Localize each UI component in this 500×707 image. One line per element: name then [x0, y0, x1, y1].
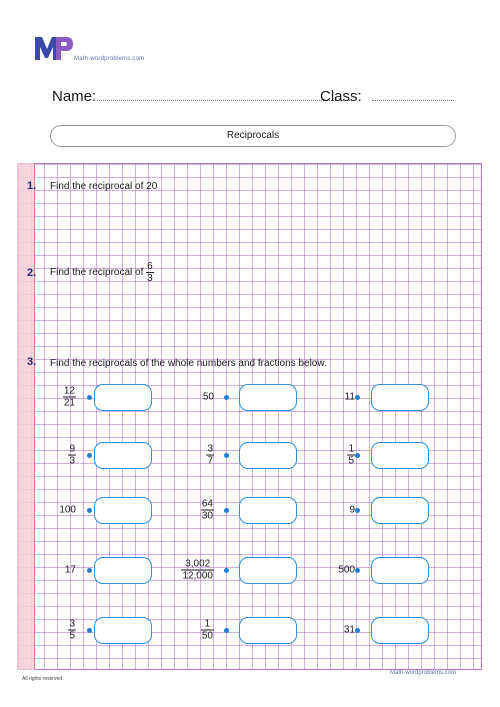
item-whole-number: 500: [338, 564, 355, 576]
mp-logo-icon: [34, 34, 74, 62]
question-2-number: 2.: [27, 267, 37, 279]
connector-dot-icon: [224, 568, 229, 573]
connector-dot-icon: [355, 508, 360, 513]
item-whole-number: 11: [344, 391, 355, 403]
answer-box[interactable]: [371, 617, 429, 644]
fraction-numerator: 6: [147, 261, 153, 272]
answer-box[interactable]: [371, 557, 429, 584]
item-whole-number: 31: [343, 624, 355, 636]
item-fraction: [347, 444, 355, 467]
connector-dot-icon: [87, 395, 92, 400]
answer-box[interactable]: [371, 442, 429, 469]
fraction-denominator: 3: [69, 455, 75, 467]
worksheet-title: Reciprocals: [50, 125, 456, 147]
answer-box[interactable]: [94, 497, 152, 524]
logo-site-text: Math-wordproblems.com: [74, 56, 145, 62]
fraction-numerator: 12: [63, 385, 75, 397]
question-3-number: 3.: [27, 356, 37, 368]
footer-site-text: Math-wordproblems.com: [390, 670, 457, 676]
answer-box[interactable]: [94, 557, 152, 584]
question-2-fraction: [146, 261, 154, 284]
name-label: Name:: [52, 88, 97, 105]
item-fraction: [206, 444, 214, 467]
fraction-numerator: 3: [69, 618, 75, 630]
answer-box[interactable]: [94, 384, 152, 411]
item-label: [201, 619, 214, 642]
item-label: [201, 499, 214, 522]
fraction-numerator: 3,002: [185, 558, 211, 570]
answer-box[interactable]: [239, 384, 297, 411]
answer-box[interactable]: [239, 557, 297, 584]
item-whole-number: 9: [349, 504, 355, 516]
connector-dot-icon: [224, 508, 229, 513]
item-fraction: [181, 559, 214, 582]
connector-dot-icon: [224, 453, 229, 458]
fraction-denominator: 50: [201, 630, 213, 642]
connector-dot-icon: [355, 453, 360, 458]
item-fraction: [68, 444, 76, 467]
fraction-numerator: 9: [69, 443, 75, 455]
answer-box[interactable]: [94, 617, 152, 644]
site-logo: [34, 34, 194, 70]
item-label: [63, 386, 76, 409]
margin-band: [17, 163, 37, 670]
item-label: [68, 444, 76, 467]
connector-dot-icon: [87, 453, 92, 458]
item-label: [203, 392, 214, 403]
margin-line: [34, 163, 35, 670]
graph-paper-grid: [17, 163, 482, 670]
item-label: [347, 444, 355, 467]
answer-box[interactable]: [371, 384, 429, 411]
name-line[interactable]: [97, 100, 352, 101]
item-fraction: [63, 386, 76, 409]
fraction-numerator: 64: [201, 498, 213, 510]
fraction-denominator: 21: [63, 397, 75, 409]
connector-dot-icon: [224, 395, 229, 400]
connector-dot-icon: [87, 568, 92, 573]
fraction-numerator: 1: [204, 618, 211, 630]
item-label: [65, 565, 76, 576]
connector-dot-icon: [355, 568, 360, 573]
answer-box[interactable]: [239, 497, 297, 524]
item-label: [206, 444, 214, 467]
fraction-denominator: 30: [201, 510, 213, 522]
question-1-text: Find the reciprocal of 20: [50, 181, 158, 192]
item-label: [344, 625, 355, 636]
connector-dot-icon: [87, 508, 92, 513]
answer-box[interactable]: [239, 442, 297, 469]
connector-dot-icon: [87, 628, 92, 633]
class-line[interactable]: [372, 100, 454, 101]
answer-box[interactable]: [371, 497, 429, 524]
question-2-label: Find the reciprocal of: [50, 267, 144, 279]
answer-box[interactable]: [239, 617, 297, 644]
item-whole-number: 50: [202, 391, 214, 403]
fraction-denominator: 5: [348, 455, 354, 467]
connector-dot-icon: [355, 628, 360, 633]
fraction-denominator: 7: [207, 455, 213, 467]
fraction-numerator: 1: [348, 443, 354, 455]
rights-text: All rights reserved: [22, 676, 63, 682]
connector-dot-icon: [224, 628, 229, 633]
item-whole-number: 17: [64, 564, 76, 576]
question-3-text: Find the reciprocals of the whole numbers and fractions below.: [50, 358, 327, 369]
fraction-denominator: 3: [147, 273, 153, 284]
item-label: [181, 559, 214, 582]
question-2-text: [50, 261, 154, 284]
item-label: [68, 619, 76, 642]
item-fraction: [68, 619, 76, 642]
name-class-row: [52, 88, 472, 110]
item-label: [59, 505, 76, 516]
fraction-denominator: 5: [69, 630, 75, 642]
answer-box[interactable]: [94, 442, 152, 469]
fraction-denominator: 12,000: [182, 570, 213, 582]
fraction-numerator: 3: [207, 443, 213, 455]
item-fraction: [201, 619, 214, 642]
question-1-number: 1.: [27, 180, 37, 192]
item-label: [338, 565, 355, 576]
class-label: Class:: [320, 88, 362, 105]
item-whole-number: 100: [59, 504, 76, 516]
item-fraction: [201, 499, 214, 522]
connector-dot-icon: [355, 395, 360, 400]
item-label: [345, 392, 355, 403]
